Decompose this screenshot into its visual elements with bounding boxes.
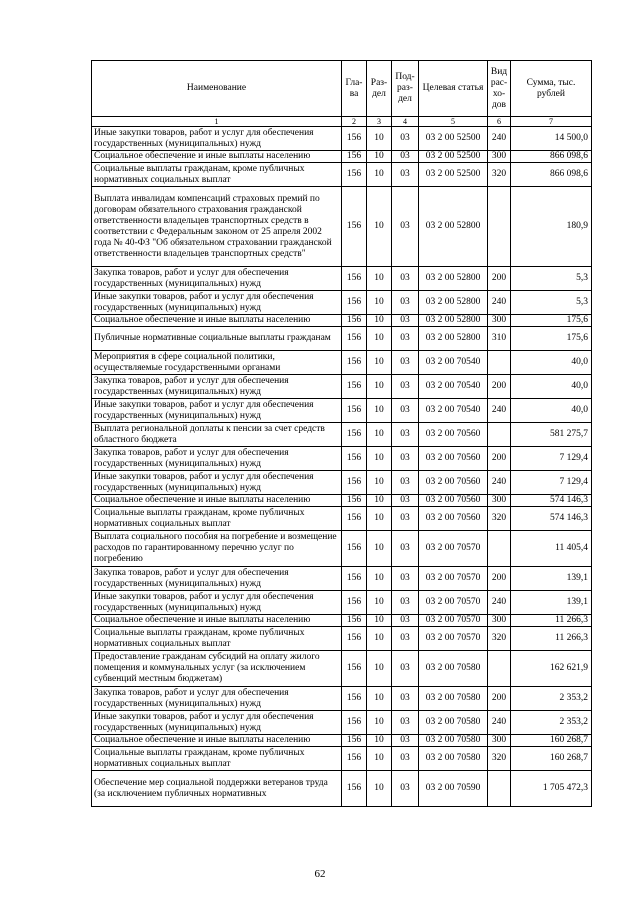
row-razdel: 10 [367, 471, 392, 495]
row-vid: 320 [488, 747, 511, 771]
header-name: Наименование [92, 61, 342, 117]
row-vid: 310 [488, 327, 511, 351]
row-glava: 156 [342, 375, 367, 399]
row-name: Закупка товаров, работ и услуг для обеспечения государственных (муниципальных) нужд [92, 567, 342, 591]
row-target: 03 2 00 70540 [419, 399, 488, 423]
column-number: 4 [392, 117, 419, 127]
row-podrazdel: 03 [392, 291, 419, 315]
row-name: Иные закупки товаров, работ и услуг для обеспечения государственных (муниципальных) нужд [92, 127, 342, 151]
row-glava: 156 [342, 163, 367, 187]
row-glava: 156 [342, 627, 367, 651]
row-vid: 240 [488, 127, 511, 151]
row-glava: 156 [342, 711, 367, 735]
table-row [92, 187, 592, 267]
budget-table [91, 60, 592, 807]
row-name: Предоставление гражданам субсидий на оплату жилого помещения и коммунальных услуг (за исключением субвенций местным бюджетам) [92, 651, 342, 687]
row-razdel: 10 [367, 651, 392, 687]
table-row [92, 291, 592, 315]
row-glava: 156 [342, 291, 367, 315]
row-sum: 5,3 [511, 291, 592, 315]
row-target: 03 2 00 70540 [419, 351, 488, 375]
row-target: 03 2 00 70570 [419, 531, 488, 567]
row-target: 03 2 00 70570 [419, 615, 488, 627]
row-razdel: 10 [367, 267, 392, 291]
row-razdel: 10 [367, 711, 392, 735]
row-glava: 156 [342, 327, 367, 351]
column-number: 5 [419, 117, 488, 127]
row-vid: 200 [488, 567, 511, 591]
row-name: Социальные выплаты гражданам, кроме публичных нормативных социальных выплат [92, 627, 342, 651]
row-sum: 40,0 [511, 375, 592, 399]
row-target: 03 2 00 70560 [419, 507, 488, 531]
row-name: Иные закупки товаров, работ и услуг для обеспечения государственных (муниципальных) нужд [92, 591, 342, 615]
row-razdel: 10 [367, 187, 392, 267]
header-glava: Гла-ва [342, 61, 367, 117]
column-number: 3 [367, 117, 392, 127]
row-glava: 156 [342, 615, 367, 627]
table-row [92, 735, 592, 747]
row-podrazdel: 03 [392, 127, 419, 151]
table-row [92, 495, 592, 507]
column-number: 7 [511, 117, 592, 127]
table-row [92, 267, 592, 291]
row-target: 03 2 00 52800 [419, 187, 488, 267]
row-razdel: 10 [367, 627, 392, 651]
column-number: 6 [488, 117, 511, 127]
row-vid: 240 [488, 591, 511, 615]
row-glava: 156 [342, 447, 367, 471]
row-sum: 7 129,4 [511, 447, 592, 471]
row-glava: 156 [342, 531, 367, 567]
row-glava: 156 [342, 771, 367, 807]
row-glava: 156 [342, 127, 367, 151]
row-name: Иные закупки товаров, работ и услуг для обеспечения государственных (муниципальных) нужд [92, 399, 342, 423]
row-target: 03 2 00 70570 [419, 567, 488, 591]
row-sum: 5,3 [511, 267, 592, 291]
row-sum: 866 098,6 [511, 163, 592, 187]
row-podrazdel: 03 [392, 735, 419, 747]
row-name: Закупка товаров, работ и услуг для обеспечения государственных (муниципальных) нужд [92, 375, 342, 399]
row-vid: 240 [488, 399, 511, 423]
row-podrazdel: 03 [392, 615, 419, 627]
header-sum: Сумма, тыс. рублей [511, 61, 592, 117]
table-row [92, 447, 592, 471]
row-name: Социальное обеспечение и иные выплаты населению [92, 495, 342, 507]
row-glava: 156 [342, 687, 367, 711]
row-target: 03 2 00 70580 [419, 651, 488, 687]
row-target: 03 2 00 52500 [419, 151, 488, 163]
row-target: 03 2 00 52800 [419, 267, 488, 291]
row-name: Обеспечение мер социальной поддержки ветеранов труда (за исключением публичных нормативных [92, 771, 342, 807]
row-vid: 240 [488, 471, 511, 495]
row-razdel: 10 [367, 771, 392, 807]
row-vid [488, 187, 511, 267]
row-vid: 300 [488, 735, 511, 747]
row-razdel: 10 [367, 495, 392, 507]
row-glava: 156 [342, 495, 367, 507]
table-row [92, 471, 592, 495]
table-body [92, 127, 592, 807]
row-sum: 7 129,4 [511, 471, 592, 495]
row-vid: 320 [488, 627, 511, 651]
row-name: Иные закупки товаров, работ и услуг для обеспечения государственных (муниципальных) нужд [92, 291, 342, 315]
row-glava: 156 [342, 591, 367, 615]
row-podrazdel: 03 [392, 471, 419, 495]
row-sum: 11 405,4 [511, 531, 592, 567]
row-razdel: 10 [367, 127, 392, 151]
row-razdel: 10 [367, 375, 392, 399]
table-row [92, 711, 592, 735]
row-sum: 574 146,3 [511, 507, 592, 531]
row-vid: 300 [488, 615, 511, 627]
row-name: Социальное обеспечение и иные выплаты населению [92, 615, 342, 627]
table-row [92, 163, 592, 187]
row-target: 03 2 00 70580 [419, 747, 488, 771]
row-target: 03 2 00 70580 [419, 711, 488, 735]
row-vid: 240 [488, 291, 511, 315]
row-name: Социальное обеспечение и иные выплаты населению [92, 315, 342, 327]
row-target: 03 2 00 70580 [419, 735, 488, 747]
table-row [92, 351, 592, 375]
row-glava: 156 [342, 423, 367, 447]
row-name: Социальные выплаты гражданам, кроме публичных нормативных социальных выплат [92, 163, 342, 187]
column-number: 1 [92, 117, 342, 127]
row-sum: 11 266,3 [511, 615, 592, 627]
row-sum: 2 353,2 [511, 687, 592, 711]
table-row [92, 687, 592, 711]
row-podrazdel: 03 [392, 423, 419, 447]
row-vid [488, 531, 511, 567]
row-podrazdel: 03 [392, 447, 419, 471]
row-sum: 175,6 [511, 315, 592, 327]
row-sum: 162 621,9 [511, 651, 592, 687]
row-target: 03 2 00 70580 [419, 687, 488, 711]
row-target: 03 2 00 52500 [419, 163, 488, 187]
row-name: Иные закупки товаров, работ и услуг для обеспечения государственных (муниципальных) нужд [92, 711, 342, 735]
row-razdel: 10 [367, 567, 392, 591]
row-podrazdel: 03 [392, 495, 419, 507]
row-razdel: 10 [367, 591, 392, 615]
header-razdel: Раз-дел [367, 61, 392, 117]
row-glava: 156 [342, 351, 367, 375]
header-vid: Вид рас-хо-дов [488, 61, 511, 117]
row-sum: 40,0 [511, 399, 592, 423]
row-target: 03 2 00 70590 [419, 771, 488, 807]
table-row [92, 567, 592, 591]
table-row [92, 651, 592, 687]
row-razdel: 10 [367, 151, 392, 163]
table-row [92, 127, 592, 151]
row-podrazdel: 03 [392, 627, 419, 651]
table-row [92, 531, 592, 567]
row-name: Выплата региональной доплаты к пенсии за счет средств областного бюджета [92, 423, 342, 447]
row-razdel: 10 [367, 615, 392, 627]
table-row [92, 591, 592, 615]
row-vid: 300 [488, 151, 511, 163]
row-vid: 320 [488, 163, 511, 187]
row-podrazdel: 03 [392, 327, 419, 351]
row-name: Социальные выплаты гражданам, кроме публичных нормативных социальных выплат [92, 747, 342, 771]
row-glava: 156 [342, 651, 367, 687]
row-target: 03 2 00 70560 [419, 423, 488, 447]
row-podrazdel: 03 [392, 375, 419, 399]
table-row [92, 615, 592, 627]
row-vid: 240 [488, 711, 511, 735]
row-target: 03 2 00 70560 [419, 471, 488, 495]
row-podrazdel: 03 [392, 651, 419, 687]
row-sum: 139,1 [511, 591, 592, 615]
row-sum: 581 275,7 [511, 423, 592, 447]
table-row [92, 627, 592, 651]
row-vid [488, 651, 511, 687]
row-target: 03 2 00 70570 [419, 627, 488, 651]
row-razdel: 10 [367, 747, 392, 771]
row-name: Мероприятия в сфере социальной политики, осуществляемые государственными органами [92, 351, 342, 375]
row-name: Социальные выплаты гражданам, кроме публичных нормативных социальных выплат [92, 507, 342, 531]
row-podrazdel: 03 [392, 591, 419, 615]
row-sum: 139,1 [511, 567, 592, 591]
row-razdel: 10 [367, 447, 392, 471]
row-podrazdel: 03 [392, 771, 419, 807]
table-row [92, 423, 592, 447]
header-podrazdel: Под-раз-дел [392, 61, 419, 117]
row-target: 03 2 00 52500 [419, 127, 488, 151]
row-name: Социальное обеспечение и иные выплаты населению [92, 151, 342, 163]
row-razdel: 10 [367, 735, 392, 747]
row-sum: 1 705 472,3 [511, 771, 592, 807]
row-glava: 156 [342, 399, 367, 423]
row-target: 03 2 00 52800 [419, 327, 488, 351]
table-row [92, 151, 592, 163]
row-podrazdel: 03 [392, 567, 419, 591]
row-target: 03 2 00 70560 [419, 495, 488, 507]
row-podrazdel: 03 [392, 711, 419, 735]
header-target: Целевая статья [419, 61, 488, 117]
row-name: Закупка товаров, работ и услуг для обеспечения государственных (муниципальных) нужд [92, 267, 342, 291]
row-vid: 200 [488, 375, 511, 399]
row-vid: 200 [488, 447, 511, 471]
row-podrazdel: 03 [392, 747, 419, 771]
row-podrazdel: 03 [392, 399, 419, 423]
row-sum: 160 268,7 [511, 747, 592, 771]
table-row [92, 771, 592, 807]
table-row [92, 327, 592, 351]
row-podrazdel: 03 [392, 687, 419, 711]
row-razdel: 10 [367, 687, 392, 711]
row-razdel: 10 [367, 163, 392, 187]
row-sum: 2 353,2 [511, 711, 592, 735]
table-row [92, 747, 592, 771]
row-target: 03 2 00 70570 [419, 591, 488, 615]
row-podrazdel: 03 [392, 507, 419, 531]
table-row [92, 315, 592, 327]
row-sum: 14 500,0 [511, 127, 592, 151]
row-podrazdel: 03 [392, 187, 419, 267]
row-name: Выплата инвалидам компенсаций страховых премий по договорам обязательного страхования гражданской ответственности владельцев транспортных средств в соответствии с Федеральным законом от 25 апреля 2002 года № 40-ФЗ "Об обязательном страховании гражданской ответственности владельцев транспортных средств" [92, 187, 342, 267]
row-sum: 11 266,3 [511, 627, 592, 651]
row-sum: 574 146,3 [511, 495, 592, 507]
row-podrazdel: 03 [392, 351, 419, 375]
row-vid [488, 771, 511, 807]
row-glava: 156 [342, 187, 367, 267]
row-glava: 156 [342, 315, 367, 327]
row-podrazdel: 03 [392, 163, 419, 187]
row-razdel: 10 [367, 315, 392, 327]
table-header-row [92, 61, 592, 117]
row-glava: 156 [342, 151, 367, 163]
row-podrazdel: 03 [392, 151, 419, 163]
row-sum: 160 268,7 [511, 735, 592, 747]
row-vid: 320 [488, 507, 511, 531]
row-vid: 300 [488, 315, 511, 327]
row-target: 03 2 00 52800 [419, 315, 488, 327]
row-vid: 200 [488, 687, 511, 711]
row-glava: 156 [342, 267, 367, 291]
row-podrazdel: 03 [392, 315, 419, 327]
row-glava: 156 [342, 567, 367, 591]
row-target: 03 2 00 52800 [419, 291, 488, 315]
row-target: 03 2 00 70560 [419, 447, 488, 471]
row-name: Иные закупки товаров, работ и услуг для обеспечения государственных (муниципальных) нужд [92, 471, 342, 495]
row-razdel: 10 [367, 531, 392, 567]
row-sum: 180,9 [511, 187, 592, 267]
column-number: 2 [342, 117, 367, 127]
row-target: 03 2 00 70540 [419, 375, 488, 399]
row-podrazdel: 03 [392, 267, 419, 291]
row-razdel: 10 [367, 351, 392, 375]
row-sum: 866 098,6 [511, 151, 592, 163]
row-razdel: 10 [367, 507, 392, 531]
row-sum: 40,0 [511, 351, 592, 375]
row-vid [488, 423, 511, 447]
row-vid: 300 [488, 495, 511, 507]
row-razdel: 10 [367, 399, 392, 423]
page-number: 62 [314, 868, 326, 880]
table-row [92, 375, 592, 399]
row-name: Публичные нормативные социальные выплаты гражданам [92, 327, 342, 351]
column-numbers-row [92, 117, 592, 127]
row-glava: 156 [342, 747, 367, 771]
row-razdel: 10 [367, 327, 392, 351]
row-name: Выплата социального пособия на погребение и возмещение расходов по гарантированному перечню услуг по погребению [92, 531, 342, 567]
row-vid [488, 351, 511, 375]
row-vid: 200 [488, 267, 511, 291]
row-name: Закупка товаров, работ и услуг для обеспечения государственных (муниципальных) нужд [92, 447, 342, 471]
row-glava: 156 [342, 471, 367, 495]
row-glava: 156 [342, 507, 367, 531]
row-razdel: 10 [367, 423, 392, 447]
table-row [92, 399, 592, 423]
row-razdel: 10 [367, 291, 392, 315]
row-podrazdel: 03 [392, 531, 419, 567]
row-sum: 175,6 [511, 327, 592, 351]
table-row [92, 507, 592, 531]
row-glava: 156 [342, 735, 367, 747]
row-name: Социальное обеспечение и иные выплаты населению [92, 735, 342, 747]
row-name: Закупка товаров, работ и услуг для обеспечения государственных (муниципальных) нужд [92, 687, 342, 711]
